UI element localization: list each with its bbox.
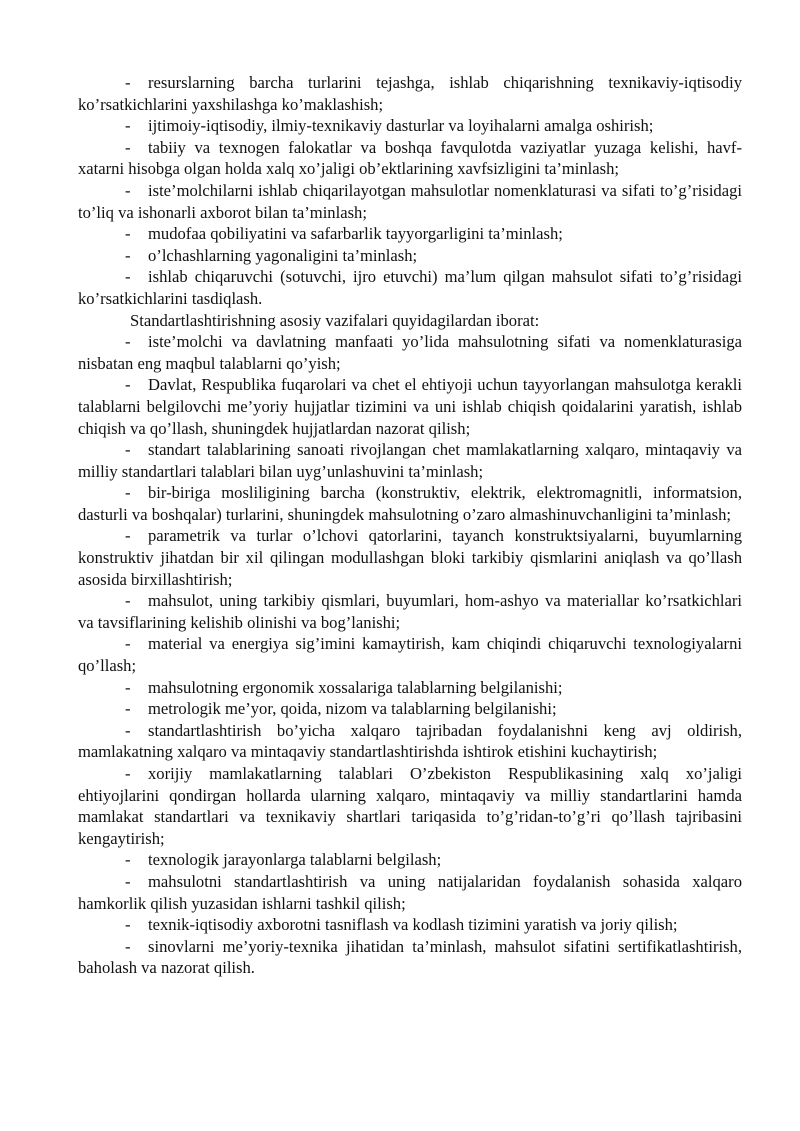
document-page	[78, 72, 742, 979]
list-item	[78, 137, 742, 180]
list-dash: -	[125, 483, 131, 503]
list-dash: -	[125, 634, 131, 654]
list-item-text: standartlashtirish bo’yicha xalqaro tajribadan foydalanishni keng avj oldirish, mamlakatning xalqaro va mintaqaviy standartlashtirishda ishtirok etishini kuchaytirish;	[78, 720, 742, 762]
list-dash: -	[125, 871, 131, 891]
list-dash: -	[125, 850, 131, 870]
list-dash: -	[125, 73, 131, 92]
list-item-text: texnik-iqtisodiy axborotni tasniflash va kodlash tizimini yaratish va joriy qilish;	[148, 915, 678, 935]
list-dash: -	[125, 720, 131, 740]
list-dash: -	[125, 267, 131, 287]
list-item-text: metrologik me’yor, qoida, nizom va talablarning belgilanishi;	[148, 699, 557, 719]
list-item	[78, 482, 742, 525]
list-dash: -	[125, 677, 131, 697]
list-item-text: mahsulot, uning tarkibiy qismlari, buyumlari, hom-ashyo va materiallar ko’rsatkichlari va tavsiflarining kelishib olinishi va bog’lanishi;	[78, 591, 742, 632]
list-item	[78, 72, 742, 115]
list-item	[78, 914, 742, 936]
list-item-text: o’lchashlarning yagonaligini ta’minlash;	[148, 245, 418, 265]
list-item-text: sinovlarni me’yoriy-texnika jihatidan ta’minlash, mahsulot sifatini sertifikatlashtirish, baholash va nazorat qilish.	[78, 936, 742, 978]
list-item-text: tabiiy va texnogen falokatlar va boshqa favqulotda vaziyatlar yuzaga kelishi, havf-xatarni hisobga olgan holda xalq xo’jaligi ob’ektlarining xavfsizligini ta’minlash;	[78, 137, 742, 179]
list-dash: -	[125, 699, 131, 719]
list-item	[78, 115, 742, 137]
list-dash: -	[125, 180, 131, 200]
list-item-text: texnologik jarayonlarga talablarni belgilash;	[148, 850, 442, 870]
list-item-text: xorijiy mamlakatlarning talablari O’zbekiston Respublikasining xalq xo’jaligi ehtiyojlarini qondirgan hollarda ularning xalqaro, mintaqaviy va milliy standartlarini hamda mamlakat standartlari va texnikaviy shartlari tariqasida to’g’ridan-to’g’ri qo’llash tajribasini kengaytirish;	[78, 764, 742, 848]
list-item	[78, 871, 742, 914]
list-dash: -	[125, 936, 131, 956]
list-item-text: ishlab chiqaruvchi (sotuvchi, ijro etuvchi) ma’lum qilgan mahsulot sifati to’g’risidagi ko’rsatkichlarini tasdiqlash.	[78, 267, 742, 308]
list-item-text: ijtimoiy-iqtisodiy, ilmiy-texnikaviy dasturlar va loyihalarni amalga oshirish;	[148, 116, 654, 136]
list-item-text: iste’molchi va davlatning manfaati yo’lida mahsulotning sifati va nomenklaturasiga nisbatan eng maqbul talablarni qo’yish;	[78, 332, 742, 373]
list-item	[78, 849, 742, 871]
list-item-text: iste’molchilarni ishlab chiqarilayotgan mahsulotlar nomenklaturasi va sifati to’g’risidagi to’liq va ishonarli axborot bilan ta’minlash;	[78, 180, 742, 222]
list-item	[78, 633, 742, 676]
list-dash: -	[125, 224, 131, 244]
list-item	[78, 590, 742, 633]
list-item-text: mahsulotning ergonomik xossalariga talablarning belgilanishi;	[148, 677, 563, 697]
list-item	[78, 331, 742, 374]
list-item	[78, 525, 742, 590]
tasks-list	[78, 331, 742, 979]
list-dash: -	[125, 440, 131, 460]
list-item	[78, 245, 742, 267]
requirements-list-top	[78, 72, 742, 310]
list-item	[78, 374, 742, 439]
list-item-text: mahsulotni standartlashtirish va uning natijalaridan foydalanish sohasida xalqaro hamkorlik qilish yuzasidan ishlarni tashkil qilish;	[78, 871, 742, 913]
list-item	[78, 936, 742, 979]
list-dash: -	[125, 116, 131, 136]
list-item	[78, 677, 742, 699]
list-item-text: parametrik va turlar o’lchovi qatorlarini, tayanch konstruktsiyalarni, buyumlarning konstruktiv jihatdan bir xil qilingan modullashgan bloki tarkibiy qismlarini aniqlash va qo’llash asosida birxillashtirish;	[78, 526, 742, 589]
list-dash: -	[125, 764, 131, 783]
list-item	[78, 763, 742, 849]
list-item	[78, 698, 742, 720]
list-dash: -	[125, 526, 131, 546]
list-dash: -	[125, 915, 131, 935]
section-intro-paragraph: Standartlashtirishning asosiy vazifalari quyidagilardan iborat:	[130, 310, 540, 330]
list-dash: -	[125, 245, 131, 265]
list-item-text: resurslarning barcha turlarini tejashga, ishlab chiqarishning texnikaviy-iqtisodiy ko’rsatkichlarini yaxshilashga ko’maklashish;	[78, 73, 742, 114]
list-dash: -	[125, 332, 131, 352]
list-dash: -	[125, 375, 131, 395]
list-item-text: standart talablarining sanoati rivojlangan chet mamlakatlarning xalqaro, mintaqaviy va milliy standartlari talablari bilan uyg’unlashuvini ta’minlash;	[78, 440, 742, 481]
list-item	[78, 180, 742, 223]
list-item-text: material va energiya sig’imini kamaytirish, kam chiqindi chiqaruvchi texnologiyalarni qo’llash;	[78, 634, 742, 676]
list-item-text: Davlat, Respublika fuqarolari va chet el ehtiyoji uchun tayyorlangan mahsulotga kerakli talablarni belgilovchi me’yoriy hujjatlar tizimini va uni ishlab chiqish qoidalarini yaratish, ishlab chiqish va qo’llash, shuningdek hujjatlardan nazorat qilish;	[78, 375, 742, 438]
list-dash: -	[125, 137, 131, 157]
list-item-text: bir-biriga mosliligining barcha (konstruktiv, elektrik, elektromagnitli, informatsion, dasturli va boshqalar) turlarini, shuningdek mahsulotning o’zaro almashinuvchanligini ta’minlash;	[78, 483, 742, 524]
list-item	[78, 266, 742, 309]
list-item	[78, 439, 742, 482]
list-item-text: mudofaa qobiliyatini va safarbarlik tayyorgarligini ta’minlash;	[148, 224, 563, 244]
list-item	[78, 223, 742, 245]
list-item	[78, 720, 742, 763]
list-dash: -	[125, 591, 131, 611]
